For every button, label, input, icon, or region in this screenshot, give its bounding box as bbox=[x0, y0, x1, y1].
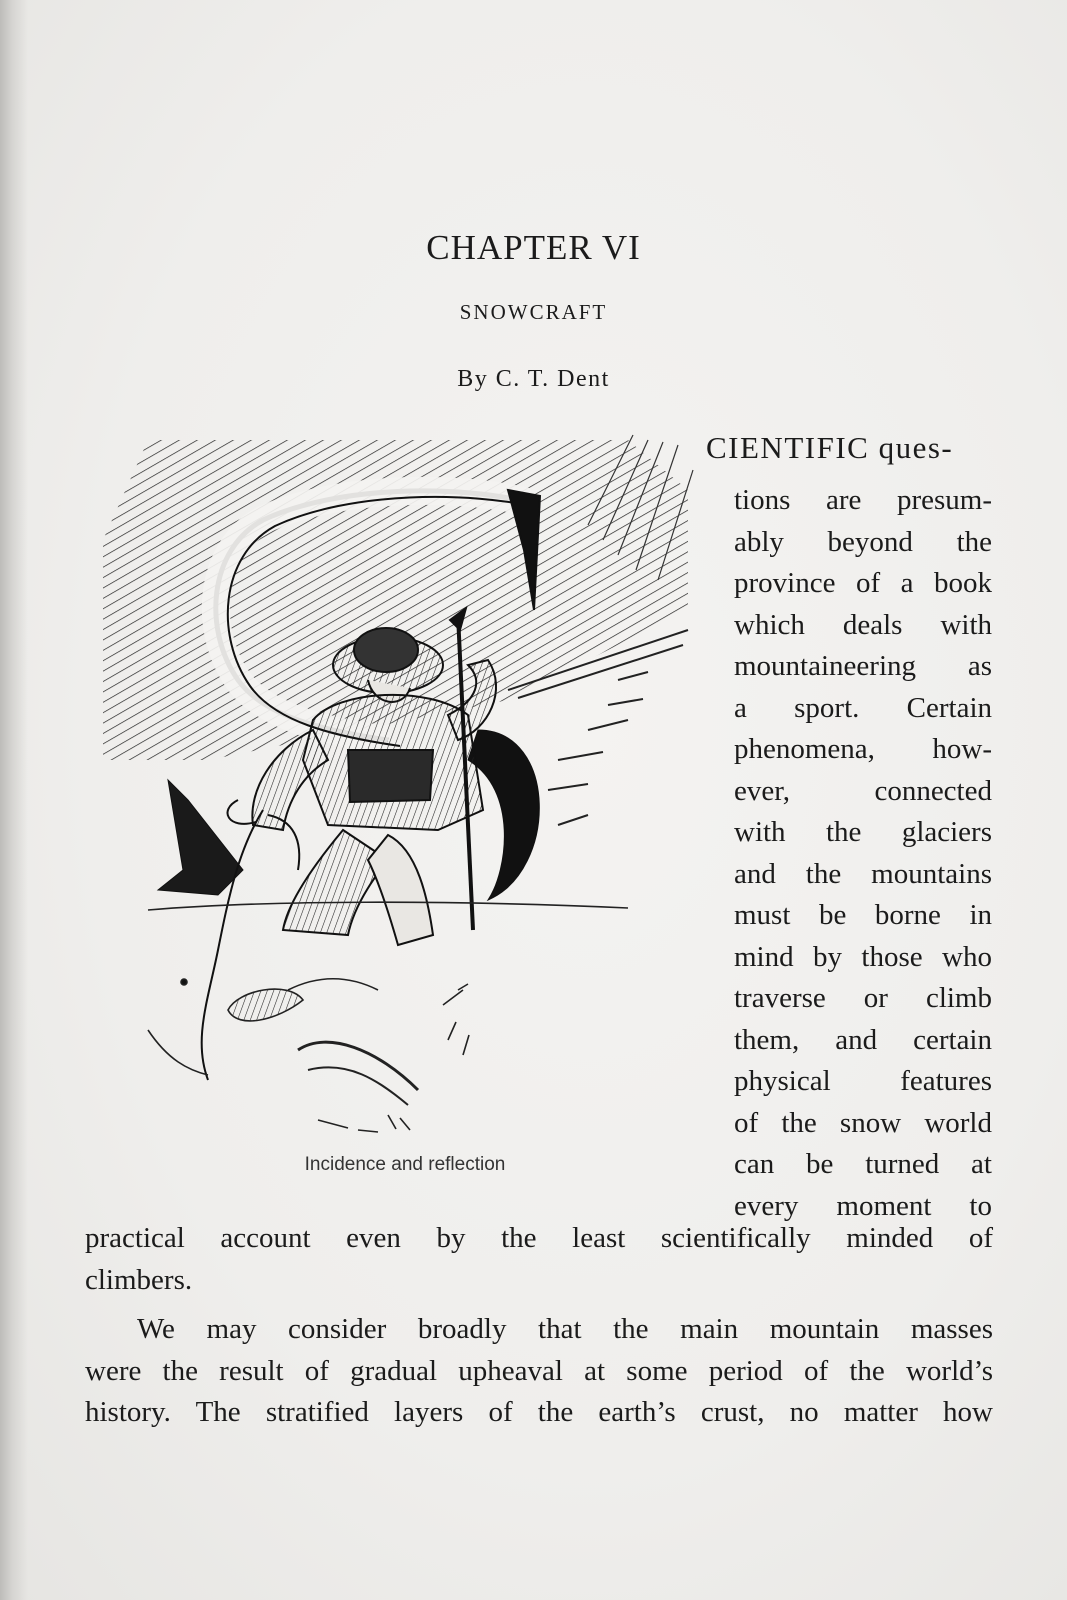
column-line: which deals with bbox=[734, 608, 992, 641]
column-line: physical features bbox=[734, 1065, 992, 1097]
column-line: mountaineering as bbox=[734, 650, 992, 682]
column-line: can be turned at bbox=[734, 1148, 992, 1180]
text-column bbox=[734, 480, 992, 1227]
column-line: every moment to bbox=[734, 1189, 992, 1222]
column-line: with the glaciers bbox=[734, 816, 992, 848]
column-line: a sport. Certain bbox=[734, 691, 992, 724]
body-line: climbers. bbox=[85, 1263, 193, 1296]
column-line: ably beyond the bbox=[734, 525, 992, 558]
column-line: province of a book bbox=[734, 567, 992, 599]
illustration-caption: Incidence and reflection bbox=[304, 1154, 506, 1175]
column-line: tions are presum- bbox=[734, 484, 992, 516]
opening-line: CIENTIFIC ques- bbox=[706, 430, 954, 465]
column-line: mind by those who bbox=[734, 940, 992, 973]
body-line: history. The stratified layers of the earth’s crust, no matter how bbox=[85, 1396, 993, 1428]
byline bbox=[0, 366, 1067, 393]
column-line: of the snow world bbox=[734, 1106, 992, 1139]
column-line: and the mountains bbox=[734, 857, 992, 890]
body-line: were the result of gradual upheaval at some period of the world’s bbox=[85, 1354, 993, 1387]
byline-by: By bbox=[457, 366, 489, 392]
decorated-initial-illustration bbox=[88, 430, 718, 1150]
body-text bbox=[85, 1218, 993, 1434]
column-line: traverse or climb bbox=[734, 982, 992, 1014]
column-line: phenomena, how- bbox=[734, 733, 992, 765]
byline-author: C. T. Dent bbox=[495, 366, 610, 392]
column-line: ever, connected bbox=[734, 774, 992, 807]
column-line: them, and certain bbox=[734, 1023, 992, 1056]
chapter-heading: CHAPTER VI bbox=[426, 228, 641, 267]
column-line: must be borne in bbox=[734, 899, 992, 931]
body-line: practical account even by the least scientifically minded of bbox=[85, 1222, 993, 1254]
body-line: We may consider broadly that the main mountain masses bbox=[137, 1313, 993, 1345]
chapter-subtitle: SNOWCRAFT bbox=[459, 300, 608, 324]
